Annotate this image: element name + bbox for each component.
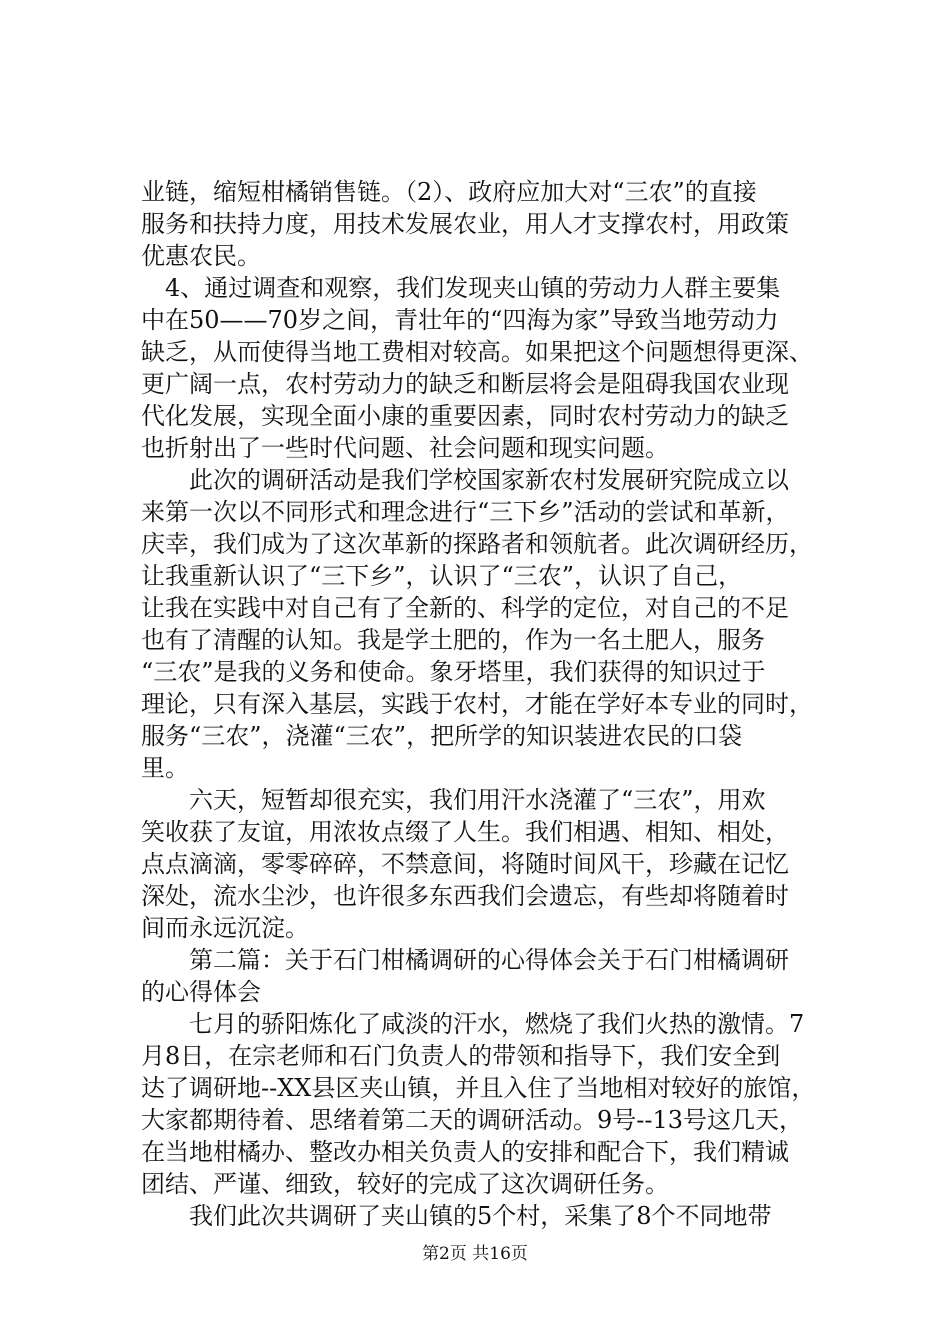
text-line: 也折射出了一些时代问题、社会问题和现实问题。 xyxy=(141,434,669,462)
text-line: 在当地柑橘办、整改办相关负责人的安排和配合下，我们精诚 xyxy=(141,1138,789,1166)
page-footer: 第2页 共16页 xyxy=(422,1244,528,1264)
text-line: 代化发展，实现全面小康的重要因素，同时农村劳动力的缺乏 xyxy=(141,402,789,430)
text-line: 4、通过调查和观察，我们发现夹山镇的劳动力人群主要集 xyxy=(141,274,781,302)
text-line: 深处，流水尘沙，也许很多东西我们会遗忘，有些却将随着时 xyxy=(141,882,789,910)
text-line: 团结、严谨、细致，较好的完成了这次调研任务。 xyxy=(141,1170,669,1198)
section-heading: 的心得体会 xyxy=(141,978,261,1006)
text-line: 六天，短暂却很充实，我们用汗水浇灌了“三农”，用欢 xyxy=(141,786,766,814)
text-line: 优惠农民。 xyxy=(141,242,261,270)
text-line: 来第一次以不同形式和理念进行“三下乡”活动的尝试和革新， xyxy=(141,498,790,526)
text-line: 让我重新认识了“三下乡”，认识了“三农”，认识了自己， xyxy=(141,562,743,590)
text-line: 也有了清醒的认知。我是学土肥的，作为一名土肥人，服务 xyxy=(141,626,765,654)
text-line: 笑收获了友谊，用浓妆点缀了人生。我们相遇、相知、相处， xyxy=(141,818,789,846)
text-line: 缺乏，从而使得当地工费相对较高。如果把这个问题想得更深、 xyxy=(141,338,813,366)
text-line: 此次的调研活动是我们学校国家新农村发展研究院成立以 xyxy=(141,466,789,494)
text-line: 业链，缩短柑橘销售链。（2）、政府应加大对“三农”的直接 xyxy=(141,178,757,206)
text-line: 我们此次共调研了夹山镇的5个村，采集了8个不同地带 xyxy=(141,1202,772,1230)
text-line: 理论，只有深入基层，实践于农村，才能在学好本专业的同时， xyxy=(141,690,813,718)
text-line: 达了调研地--XX县区夹山镇，并且入住了当地相对较好的旅馆， xyxy=(141,1074,816,1102)
text-line: “三农”是我的义务和使命。象牙塔里，我们获得的知识过于 xyxy=(141,658,766,686)
text-line: 大家都期待着、思绪着第二天的调研活动。9号--13号这几天， xyxy=(141,1106,804,1134)
text-line: 间而永远沉淀。 xyxy=(141,914,309,942)
text-line: 点点滴滴，零零碎碎，不禁意间，将随时间风干，珍藏在记忆 xyxy=(141,850,789,878)
section-heading: 第二篇：关于石门柑橘调研的心得体会关于石门柑橘调研 xyxy=(141,946,789,974)
text-line: 更广阔一点，农村劳动力的缺乏和断层将会是阻碍我国农业现 xyxy=(141,370,789,398)
text-line: 七月的骄阳炼化了咸淡的汗水，燃烧了我们火热的激情。7 xyxy=(141,1010,805,1038)
text-line: 庆幸，我们成为了这次革新的探路者和领航者。此次调研经历， xyxy=(141,530,813,558)
text-line: 月8日，在宗老师和石门负责人的带领和指导下，我们安全到 xyxy=(141,1042,781,1070)
text-line: 让我在实践中对自己有了全新的、科学的定位，对自己的不足 xyxy=(141,594,789,622)
text-line: 服务和扶持力度，用技术发展农业，用人才支撑农村，用政策 xyxy=(141,210,789,238)
text-line: 中在50——70岁之间，青壮年的“四海为家”导致当地劳动力 xyxy=(141,306,779,334)
text-line: 服务“三农”，浇灌“三农”，把所学的知识装进农民的口袋 xyxy=(141,722,743,750)
text-line: 里。 xyxy=(141,754,189,782)
